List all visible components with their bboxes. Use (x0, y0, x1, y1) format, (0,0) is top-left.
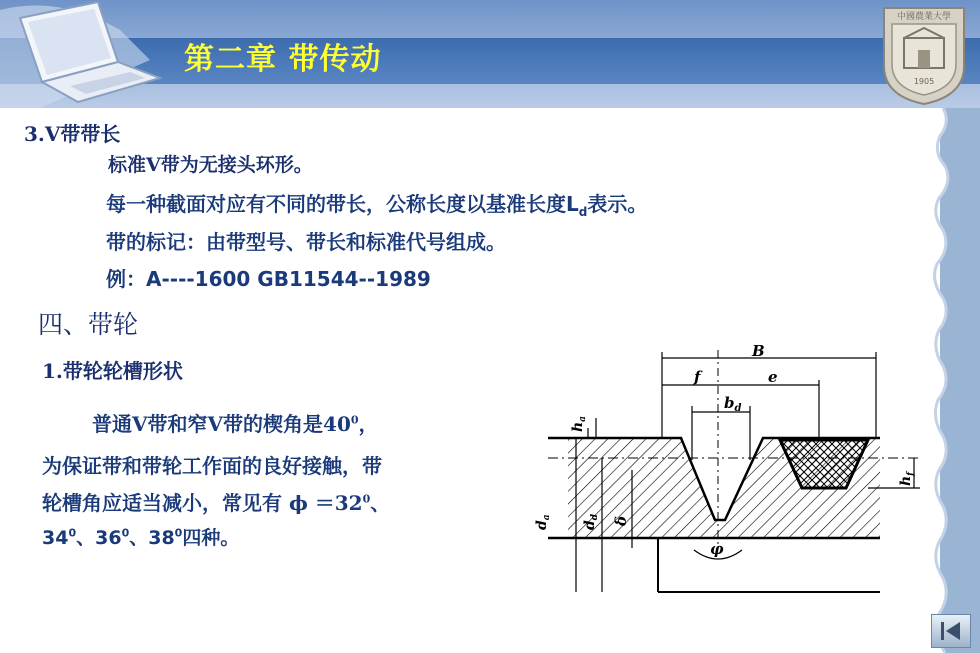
text-line-example: 例：A----1600 GB11544--1989 (106, 267, 431, 291)
paragraph-line-wedge-angle: 普通V带和窄V带的楔角是$40^0$， (92, 412, 379, 436)
diagram-label-hf: $h_f$ (898, 471, 916, 486)
header-bar (0, 0, 980, 108)
section-heading-belt-length: 3.V带带长 (24, 122, 121, 146)
text-line-nominal-length: 每一种截面对应有不同的带长，公称长度以基准长度$L_d$表示。 (106, 192, 648, 219)
text-line-standard-vbelt: 标准V带为无接头环形。 (108, 154, 313, 176)
paragraph-line-groove-angle: 轮槽角应适当减小，常见有 $\phi =32^0$、 (42, 491, 391, 515)
laptop-icon (0, 0, 190, 108)
section-heading-pulley: 四、带轮 (38, 310, 139, 339)
pulley-groove-diagram (528, 340, 926, 602)
svg-text:中國農業大學: 中國農業大學 (896, 12, 952, 22)
diagram-label-e: e (768, 368, 778, 386)
diagram-label-delta: δ (612, 515, 630, 526)
diagram-label-da: $d_a$ (534, 514, 552, 530)
diagram-label-phi: φ (710, 540, 724, 558)
paragraph-line-contact: 为保证带和带轮工作面的良好接触，带 (42, 454, 382, 478)
sub-heading-groove-shape: 1.带轮轮槽形状 (42, 359, 183, 383)
diagram-label-ha: $h_a$ (570, 415, 588, 432)
text-line-belt-marking: 带的标记：由带型号、带长和标准代号组成。 (106, 230, 506, 254)
university-seal-logo (878, 2, 970, 106)
svg-text:1905: 1905 (913, 77, 935, 86)
slide-title: 第二章 带传动 (184, 42, 382, 77)
diagram-label-f: f (694, 368, 701, 386)
diagram-label-dd: $d_d$ (582, 513, 600, 530)
belt-marking-example: A----1600 GB11544--1989 (146, 267, 431, 291)
torn-paper-edge (925, 108, 980, 653)
first-slide-icon (932, 615, 970, 647)
paragraph-line-angle-values: $34^0$、$36^0$、$38^0$四种。 (42, 526, 240, 549)
diagram-label-bd: $b_d$ (724, 394, 742, 414)
first-slide-button[interactable] (931, 614, 971, 648)
diagram-label-B: B (752, 342, 765, 360)
